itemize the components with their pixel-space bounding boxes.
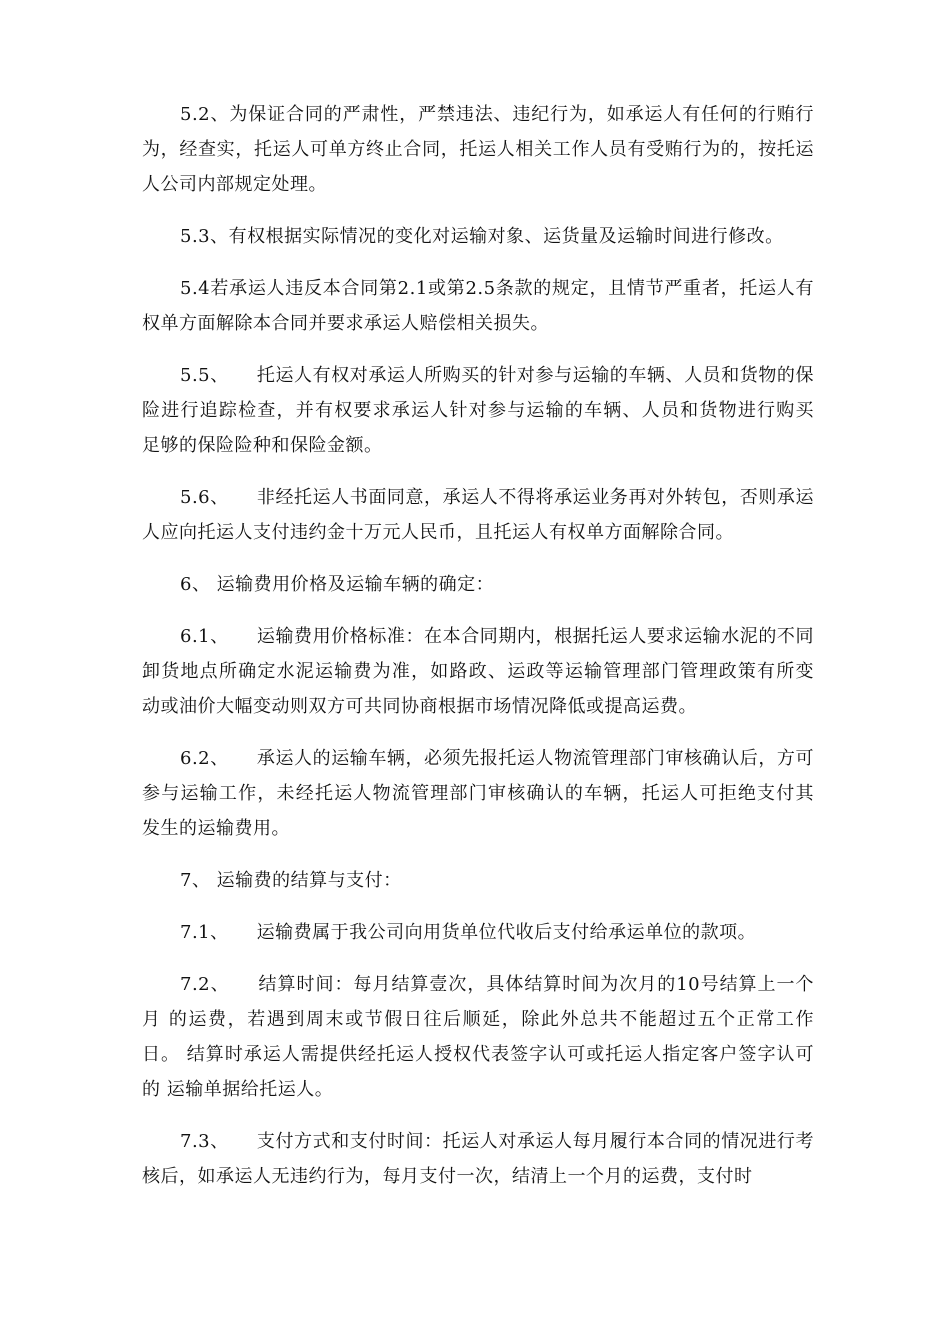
clause-6-2: 6.2、 承运人的运输车辆，必须先报托运人物流管理部门审核确认后，方可 参与运输工作，未经托运人物流管理部门审核确认的车辆，托运人可拒绝支付其 发生的运输费用。 [142, 748, 821, 839]
clause-6-1: 6.1、 运输费用价格标准：在本合同期内，根据托运人要求运输水泥的不同 卸货地点所确定水泥运输费为准，如路政、运政等运输管理部门管理政策有所变 动或油价大幅变动则双方可共同协商根据市场情况降低或提高运费。 [142, 626, 821, 717]
clause-5-4: 5.4若承运人违反本合同第2.1或第2.5条款的规定，且情节严重者，托运人有权单方面解除本合同并要求承运人赔偿相关损失。 [142, 278, 814, 334]
clause-5-2: 5.2、为保证合同的严肃性，严禁违法、违纪行为，如承运人有任何的行贿行为，经查实，托运人可单方终止合同，托运人相关工作人员有受贿行为的，按托运人公司内部规定处理。 [142, 104, 814, 195]
clause-7-3: 7.3、 支付方式和支付时间：托运人对承运人每月履行本合同的情况进行考 核后，如承运人无违约行为，每月支付一次，结清上一个月的运费，支付时 [142, 1131, 821, 1187]
clause-7-1: 7.1、 运输费属于我公司向用货单位代收后支付给承运单位的款项。 [180, 922, 757, 943]
clause-5-3: 5.3、有权根据实际情况的变化对运输对象、运货量及运输时间进行修改。 [180, 226, 784, 247]
section-6-heading: 6、 运输费用价格及运输车辆的确定： [180, 574, 495, 595]
clause-7-2: 7.2、 结算时间：每月结算壹次，具体结算时间为次月的10号结算上一个月 的运费，若遇到周末或节假日往后顺延，除此外总共不能超过五个正常工作日。 结算时承运人需提供经托运人授权代表签字认可或托运人指定客户签字认可的 运输单据给托运人。 [142, 974, 814, 1100]
section-7-heading: 7、 运输费的结算与支付： [180, 870, 402, 891]
clause-5-6: 5.6、 非经托运人书面同意，承运人不得将承运业务再对外转包，否则承运 人应向托运人支付违约金十万元人民币，且托运人有权单方面解除合同。 [142, 487, 821, 543]
contract-body [142, 97, 821, 1211]
clause-5-5: 5.5、 托运人有权对承运人所购买的针对参与运输的车辆、人员和货物的保 险进行追踪检查，并有权要求承运人针对参与运输的车辆、人员和货物进行购买 足够的保险险种和保险金额。 [142, 365, 821, 456]
